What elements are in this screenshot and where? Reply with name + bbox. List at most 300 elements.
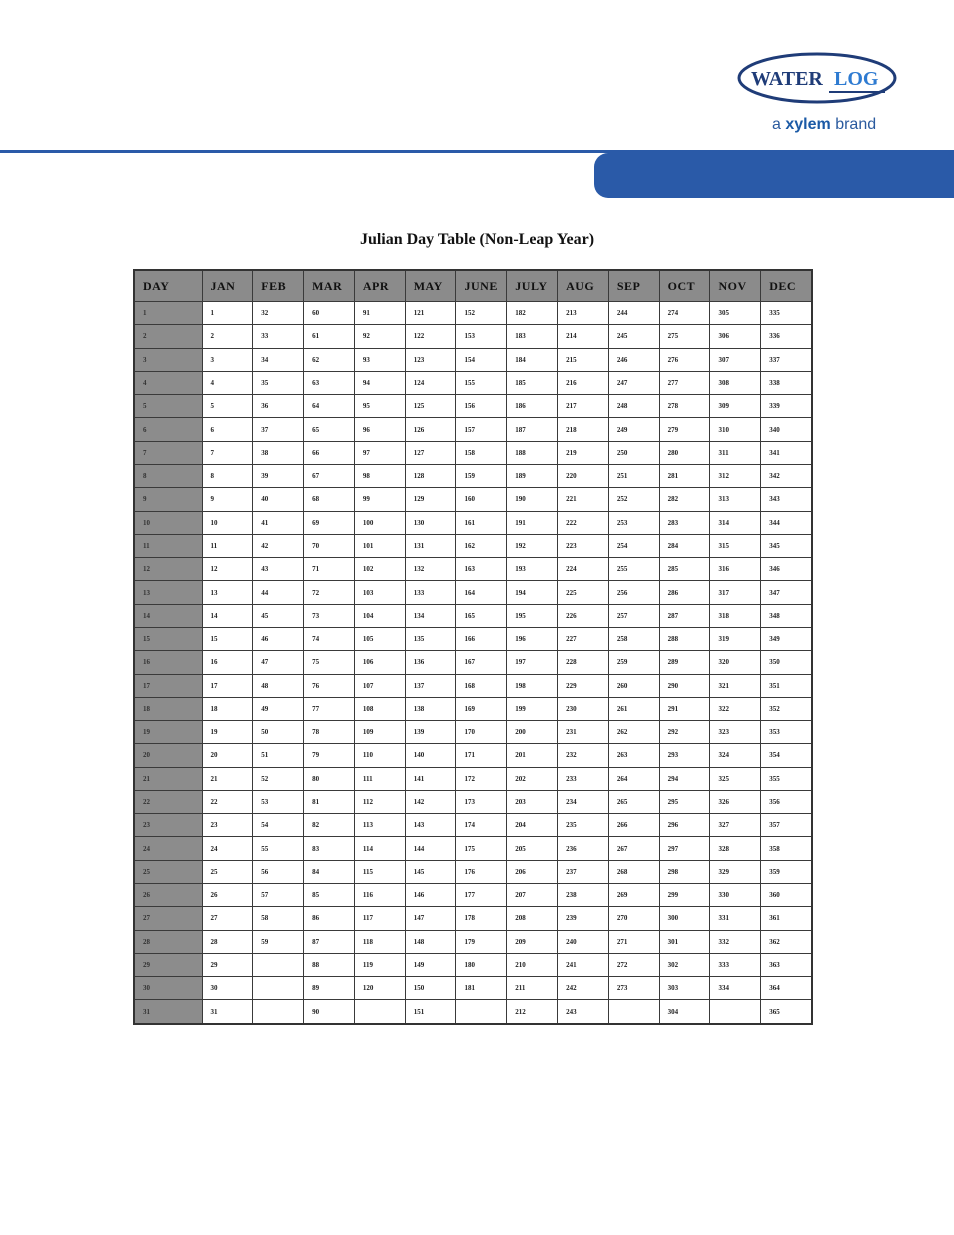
julian-day-cell: 56 (253, 860, 304, 883)
julian-day-cell (710, 1000, 761, 1024)
julian-day-cell: 104 (354, 604, 405, 627)
julian-day-cell: 281 (659, 464, 710, 487)
day-number-cell: 6 (134, 418, 202, 441)
table-row (134, 627, 812, 650)
julian-day-cell: 67 (304, 464, 355, 487)
julian-day-cell: 345 (761, 534, 812, 557)
table-row (134, 371, 812, 394)
julian-day-cell: 174 (456, 814, 507, 837)
julian-day-cell: 106 (354, 651, 405, 674)
julian-day-cell: 114 (354, 837, 405, 860)
julian-day-cell: 87 (304, 930, 355, 953)
julian-day-cell: 86 (304, 907, 355, 930)
julian-day-cell: 62 (304, 348, 355, 371)
julian-day-cell: 175 (456, 837, 507, 860)
day-number-cell: 23 (134, 814, 202, 837)
julian-day-cell: 205 (507, 837, 558, 860)
julian-day-cell: 120 (354, 977, 405, 1000)
table-row (134, 302, 812, 325)
julian-day-cell: 275 (659, 325, 710, 348)
julian-day-cell: 146 (405, 884, 456, 907)
julian-day-cell: 193 (507, 558, 558, 581)
day-number-cell: 22 (134, 790, 202, 813)
julian-day-cell: 167 (456, 651, 507, 674)
julian-day-cell: 139 (405, 721, 456, 744)
julian-day-cell: 118 (354, 930, 405, 953)
julian-day-cell: 125 (405, 395, 456, 418)
julian-day-cell: 134 (405, 604, 456, 627)
julian-day-cell: 286 (659, 581, 710, 604)
julian-day-cell: 239 (558, 907, 609, 930)
julian-day-cell: 292 (659, 721, 710, 744)
julian-day-cell: 68 (304, 488, 355, 511)
table-title: Julian Day Table (Non-Leap Year) (359, 231, 595, 248)
day-number-cell: 14 (134, 604, 202, 627)
julian-day-cell: 116 (354, 884, 405, 907)
julian-day-cell: 219 (558, 441, 609, 464)
julian-day-cell: 255 (608, 558, 659, 581)
julian-day-cell: 151 (405, 1000, 456, 1024)
day-number-cell: 21 (134, 767, 202, 790)
julian-day-cell: 228 (558, 651, 609, 674)
julian-day-cell: 98 (354, 464, 405, 487)
julian-day-cell: 117 (354, 907, 405, 930)
julian-day-cell: 71 (304, 558, 355, 581)
julian-day-cell: 350 (761, 651, 812, 674)
julian-day-cell: 321 (710, 674, 761, 697)
julian-day-cell: 26 (202, 884, 253, 907)
julian-day-cell: 231 (558, 721, 609, 744)
julian-day-cell: 251 (608, 464, 659, 487)
julian-day-cell: 102 (354, 558, 405, 581)
julian-day-cell: 80 (304, 767, 355, 790)
julian-day-cell: 51 (253, 744, 304, 767)
day-number-cell: 30 (134, 977, 202, 1000)
julian-day-cell: 119 (354, 953, 405, 976)
julian-day-cell: 128 (405, 464, 456, 487)
julian-day-cell: 79 (304, 744, 355, 767)
julian-day-cell: 140 (405, 744, 456, 767)
julian-day-cell: 9 (202, 488, 253, 511)
julian-day-cell: 359 (761, 860, 812, 883)
julian-day-cell: 97 (354, 441, 405, 464)
julian-day-cell: 271 (608, 930, 659, 953)
julian-day-cell: 301 (659, 930, 710, 953)
julian-day-cell: 236 (558, 837, 609, 860)
julian-day-cell: 262 (608, 721, 659, 744)
julian-day-cell: 94 (354, 371, 405, 394)
julian-day-cell: 24 (202, 837, 253, 860)
julian-day-cell: 21 (202, 767, 253, 790)
julian-day-cell: 112 (354, 790, 405, 813)
julian-day-cell: 260 (608, 674, 659, 697)
julian-day-cell: 220 (558, 464, 609, 487)
julian-day-cell: 330 (710, 884, 761, 907)
table-row (134, 1000, 812, 1024)
julian-day-cell: 100 (354, 511, 405, 534)
julian-day-cell (253, 1000, 304, 1024)
julian-day-cell: 8 (202, 464, 253, 487)
table-row (134, 884, 812, 907)
julian-day-cell: 237 (558, 860, 609, 883)
julian-day-cell: 195 (507, 604, 558, 627)
julian-day-cell: 360 (761, 884, 812, 907)
table-row (134, 977, 812, 1000)
julian-day-cell: 173 (456, 790, 507, 813)
julian-day-cell: 276 (659, 348, 710, 371)
julian-day-cell: 38 (253, 441, 304, 464)
julian-day-cell: 233 (558, 767, 609, 790)
julian-day-cell: 295 (659, 790, 710, 813)
julian-day-cell: 191 (507, 511, 558, 534)
julian-day-cell: 263 (608, 744, 659, 767)
julian-day-cell: 247 (608, 371, 659, 394)
day-number-cell: 12 (134, 558, 202, 581)
julian-day-cell: 318 (710, 604, 761, 627)
julian-day-cell: 333 (710, 953, 761, 976)
julian-day-cell: 216 (558, 371, 609, 394)
julian-day-cell: 196 (507, 627, 558, 650)
day-number-cell: 18 (134, 697, 202, 720)
julian-day-cell: 209 (507, 930, 558, 953)
julian-day-cell: 298 (659, 860, 710, 883)
julian-day-cell: 221 (558, 488, 609, 511)
julian-day-cell: 45 (253, 604, 304, 627)
julian-day-cell: 168 (456, 674, 507, 697)
julian-day-cell: 337 (761, 348, 812, 371)
table-row (134, 860, 812, 883)
julian-day-cell: 327 (710, 814, 761, 837)
julian-day-cell: 320 (710, 651, 761, 674)
julian-day-cell: 335 (761, 302, 812, 325)
julian-day-cell: 185 (507, 371, 558, 394)
julian-day-cell: 211 (507, 977, 558, 1000)
julian-day-cell: 161 (456, 511, 507, 534)
julian-day-cell: 188 (507, 441, 558, 464)
julian-day-cell: 3 (202, 348, 253, 371)
julian-day-cell: 109 (354, 721, 405, 744)
julian-day-cell: 212 (507, 1000, 558, 1024)
julian-day-cell: 130 (405, 511, 456, 534)
table-row (134, 325, 812, 348)
julian-day-cell: 305 (710, 302, 761, 325)
julian-day-cell: 131 (405, 534, 456, 557)
julian-day-cell: 81 (304, 790, 355, 813)
julian-day-cell: 143 (405, 814, 456, 837)
day-number-cell: 24 (134, 837, 202, 860)
julian-day-cell: 155 (456, 371, 507, 394)
column-header-day: DAY (134, 270, 202, 302)
julian-day-cell: 356 (761, 790, 812, 813)
julian-day-cell: 316 (710, 558, 761, 581)
logo-text-log: LOG (834, 68, 879, 90)
julian-day-cell: 199 (507, 697, 558, 720)
julian-day-cell: 93 (354, 348, 405, 371)
table-row (134, 837, 812, 860)
julian-day-cell: 361 (761, 907, 812, 930)
julian-day-cell: 364 (761, 977, 812, 1000)
julian-day-cell: 133 (405, 581, 456, 604)
julian-day-cell: 91 (354, 302, 405, 325)
julian-day-cell: 27 (202, 907, 253, 930)
julian-day-cell: 302 (659, 953, 710, 976)
julian-day-cell: 41 (253, 511, 304, 534)
julian-day-cell: 181 (456, 977, 507, 1000)
day-number-cell: 4 (134, 371, 202, 394)
julian-day-cell: 363 (761, 953, 812, 976)
julian-day-cell: 306 (710, 325, 761, 348)
julian-table-container (133, 269, 811, 1025)
julian-day-cell: 54 (253, 814, 304, 837)
julian-day-cell: 135 (405, 627, 456, 650)
julian-day-cell (253, 953, 304, 976)
julian-day-cell: 17 (202, 674, 253, 697)
julian-day-cell: 243 (558, 1000, 609, 1024)
julian-day-cell: 42 (253, 534, 304, 557)
julian-day-cell: 200 (507, 721, 558, 744)
julian-day-cell: 88 (304, 953, 355, 976)
julian-day-cell: 184 (507, 348, 558, 371)
julian-day-cell: 338 (761, 371, 812, 394)
table-row (134, 651, 812, 674)
julian-day-cell: 19 (202, 721, 253, 744)
julian-day-cell: 307 (710, 348, 761, 371)
julian-day-cell: 47 (253, 651, 304, 674)
table-row (134, 581, 812, 604)
julian-day-cell: 308 (710, 371, 761, 394)
julian-day-cell: 248 (608, 395, 659, 418)
julian-day-cell: 149 (405, 953, 456, 976)
julian-day-cell: 282 (659, 488, 710, 511)
julian-day-cell: 70 (304, 534, 355, 557)
julian-day-cell: 61 (304, 325, 355, 348)
julian-day-cell: 15 (202, 627, 253, 650)
julian-day-cell: 192 (507, 534, 558, 557)
julian-day-cell: 163 (456, 558, 507, 581)
julian-day-cell: 256 (608, 581, 659, 604)
julian-day-cell: 84 (304, 860, 355, 883)
julian-day-cell: 52 (253, 767, 304, 790)
julian-day-cell: 225 (558, 581, 609, 604)
julian-day-cell: 111 (354, 767, 405, 790)
julian-day-cell: 352 (761, 697, 812, 720)
julian-day-cell: 332 (710, 930, 761, 953)
table-row (134, 418, 812, 441)
julian-day-cell: 217 (558, 395, 609, 418)
julian-day-cell: 11 (202, 534, 253, 557)
julian-day-cell: 241 (558, 953, 609, 976)
julian-day-cell: 170 (456, 721, 507, 744)
julian-day-cell: 136 (405, 651, 456, 674)
julian-day-cell: 30 (202, 977, 253, 1000)
julian-day-cell: 122 (405, 325, 456, 348)
table-row (134, 907, 812, 930)
table-row (134, 767, 812, 790)
julian-day-cell: 115 (354, 860, 405, 883)
day-number-cell: 16 (134, 651, 202, 674)
julian-day-cell: 319 (710, 627, 761, 650)
julian-day-cell: 77 (304, 697, 355, 720)
julian-day-cell: 240 (558, 930, 609, 953)
julian-day-cell: 267 (608, 837, 659, 860)
julian-day-cell: 48 (253, 674, 304, 697)
day-number-cell: 8 (134, 464, 202, 487)
julian-day-cell: 224 (558, 558, 609, 581)
table-row (134, 511, 812, 534)
julian-day-cell: 164 (456, 581, 507, 604)
julian-day-cell: 289 (659, 651, 710, 674)
julian-day-cell: 252 (608, 488, 659, 511)
julian-day-cell: 234 (558, 790, 609, 813)
julian-day-cell: 158 (456, 441, 507, 464)
julian-day-cell: 354 (761, 744, 812, 767)
julian-day-cell: 226 (558, 604, 609, 627)
julian-day-cell: 210 (507, 953, 558, 976)
julian-day-cell: 266 (608, 814, 659, 837)
julian-day-cell: 242 (558, 977, 609, 1000)
julian-day-cell: 101 (354, 534, 405, 557)
julian-day-cell: 324 (710, 744, 761, 767)
julian-day-cell: 339 (761, 395, 812, 418)
julian-day-table (133, 269, 813, 1025)
julian-day-cell: 222 (558, 511, 609, 534)
julian-day-cell: 14 (202, 604, 253, 627)
day-number-cell: 29 (134, 953, 202, 976)
julian-day-cell: 10 (202, 511, 253, 534)
julian-day-cell: 7 (202, 441, 253, 464)
julian-day-cell: 334 (710, 977, 761, 1000)
julian-day-cell: 73 (304, 604, 355, 627)
julian-day-cell: 343 (761, 488, 812, 511)
julian-day-cell: 172 (456, 767, 507, 790)
julian-day-cell: 99 (354, 488, 405, 511)
column-header-oct: OCT (659, 270, 710, 302)
table-row (134, 488, 812, 511)
julian-day-cell: 300 (659, 907, 710, 930)
julian-day-cell: 144 (405, 837, 456, 860)
table-row (134, 558, 812, 581)
julian-day-cell: 272 (608, 953, 659, 976)
julian-day-cell: 85 (304, 884, 355, 907)
julian-day-cell: 227 (558, 627, 609, 650)
julian-day-cell (354, 1000, 405, 1024)
julian-day-cell: 20 (202, 744, 253, 767)
julian-day-cell: 69 (304, 511, 355, 534)
column-header-june: JUNE (456, 270, 507, 302)
julian-day-cell: 273 (608, 977, 659, 1000)
julian-day-cell: 31 (202, 1000, 253, 1024)
julian-day-cell: 257 (608, 604, 659, 627)
julian-day-cell: 162 (456, 534, 507, 557)
julian-day-cell: 29 (202, 953, 253, 976)
julian-day-cell: 285 (659, 558, 710, 581)
julian-day-cell: 108 (354, 697, 405, 720)
julian-day-cell: 53 (253, 790, 304, 813)
julian-day-cell: 365 (761, 1000, 812, 1024)
julian-day-cell: 182 (507, 302, 558, 325)
julian-day-cell: 284 (659, 534, 710, 557)
julian-day-cell: 223 (558, 534, 609, 557)
julian-day-cell: 92 (354, 325, 405, 348)
table-row (134, 721, 812, 744)
julian-day-cell: 344 (761, 511, 812, 534)
julian-day-cell: 46 (253, 627, 304, 650)
julian-day-cell: 245 (608, 325, 659, 348)
julian-day-cell: 189 (507, 464, 558, 487)
julian-day-cell: 261 (608, 697, 659, 720)
julian-day-cell: 33 (253, 325, 304, 348)
julian-day-cell: 329 (710, 860, 761, 883)
julian-day-cell: 207 (507, 884, 558, 907)
julian-day-cell: 312 (710, 464, 761, 487)
julian-day-cell: 346 (761, 558, 812, 581)
julian-day-cell: 37 (253, 418, 304, 441)
julian-day-cell: 297 (659, 837, 710, 860)
julian-day-cell: 179 (456, 930, 507, 953)
julian-day-cell: 60 (304, 302, 355, 325)
header-tab (594, 153, 954, 198)
table-row (134, 744, 812, 767)
julian-day-cell: 96 (354, 418, 405, 441)
table-row (134, 604, 812, 627)
column-header-sep: SEP (608, 270, 659, 302)
julian-day-cell: 328 (710, 837, 761, 860)
julian-day-cell: 336 (761, 325, 812, 348)
julian-day-cell: 254 (608, 534, 659, 557)
julian-day-cell: 291 (659, 697, 710, 720)
column-header-mar: MAR (304, 270, 355, 302)
day-number-cell: 17 (134, 674, 202, 697)
julian-day-cell (608, 1000, 659, 1024)
julian-day-cell: 142 (405, 790, 456, 813)
day-number-cell: 5 (134, 395, 202, 418)
julian-day-cell: 23 (202, 814, 253, 837)
julian-day-cell: 348 (761, 604, 812, 627)
julian-day-cell: 43 (253, 558, 304, 581)
julian-day-cell: 264 (608, 767, 659, 790)
column-header-jan: JAN (202, 270, 253, 302)
julian-day-cell: 314 (710, 511, 761, 534)
julian-day-cell: 304 (659, 1000, 710, 1024)
day-number-cell: 26 (134, 884, 202, 907)
day-number-cell: 11 (134, 534, 202, 557)
julian-day-cell: 296 (659, 814, 710, 837)
julian-day-cell: 232 (558, 744, 609, 767)
day-number-cell: 20 (134, 744, 202, 767)
column-header-feb: FEB (253, 270, 304, 302)
julian-day-cell: 57 (253, 884, 304, 907)
julian-day-cell: 141 (405, 767, 456, 790)
julian-day-cell: 40 (253, 488, 304, 511)
julian-day-cell: 258 (608, 627, 659, 650)
julian-day-cell: 137 (405, 674, 456, 697)
day-number-cell: 25 (134, 860, 202, 883)
tagline-prefix: a (772, 116, 781, 133)
julian-day-cell: 22 (202, 790, 253, 813)
julian-day-cell: 49 (253, 697, 304, 720)
julian-day-cell: 154 (456, 348, 507, 371)
julian-day-cell: 270 (608, 907, 659, 930)
julian-day-cell: 249 (608, 418, 659, 441)
logo-text-water: WATER (751, 68, 823, 90)
julian-day-cell: 244 (608, 302, 659, 325)
julian-day-cell: 121 (405, 302, 456, 325)
julian-day-cell (253, 977, 304, 1000)
julian-day-cell: 65 (304, 418, 355, 441)
julian-day-cell: 278 (659, 395, 710, 418)
julian-day-cell: 201 (507, 744, 558, 767)
julian-day-cell: 129 (405, 488, 456, 511)
